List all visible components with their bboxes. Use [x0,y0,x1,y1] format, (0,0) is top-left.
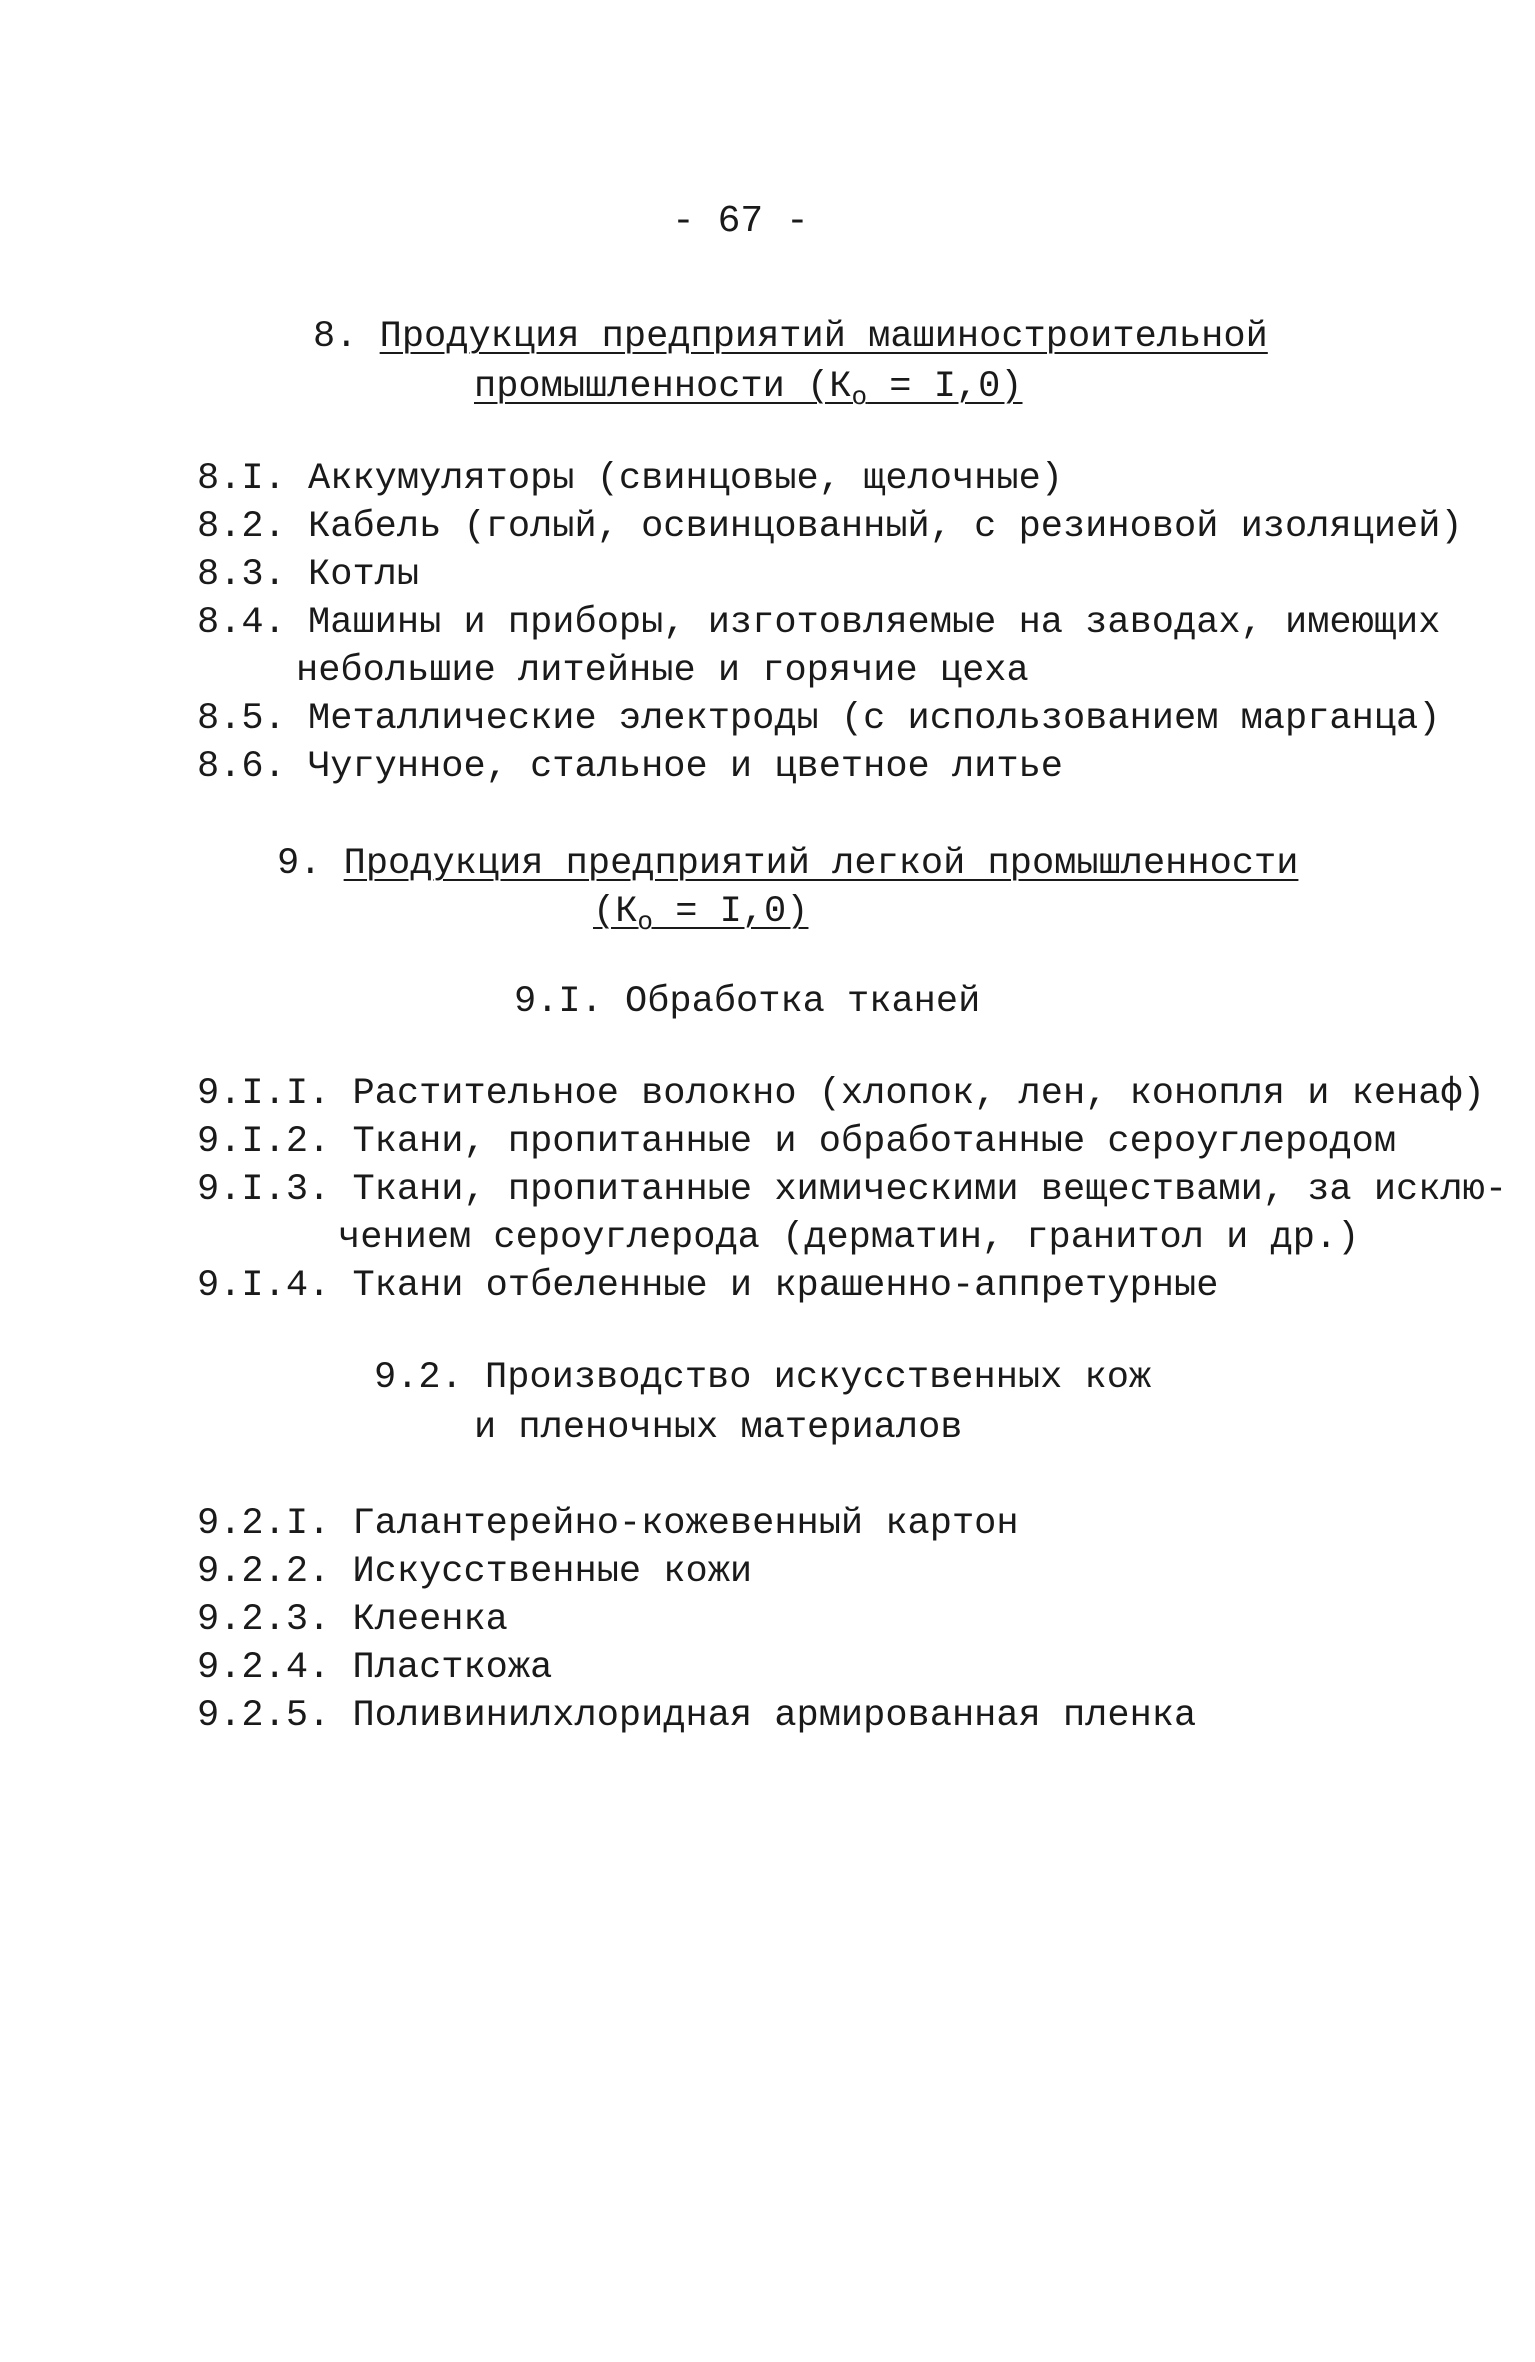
item-text: Ткани отбеленные и крашенно-аппретурные [352,1265,1219,1307]
item-text: Растительное волокно (хлопок, лен, конопля и кенаф) [352,1073,1485,1115]
list-item [197,1596,508,1644]
section-9-heading-line2 [593,888,808,946]
subsection-9-2-title-line2: и пленочных материалов [474,1407,963,1449]
item-text: Аккумуляторы (свинцовые, щелочные) [308,458,1063,500]
list-item [197,695,1440,743]
item-text: Ткани, пропитанные химическими веществами, за исклю- [352,1169,1508,1211]
item-number: 9.2.I. [197,1503,331,1545]
section-8-title-subscript: о [851,382,868,412]
item-text: Клеенка [352,1599,508,1641]
list-item [197,599,1440,647]
item-text: Котлы [308,554,420,596]
list-item [197,1500,1019,1548]
section-9-title-suffix: = I,0) [653,891,809,933]
item-text: Ткани, пропитанные и обработанные сероуглеродом [352,1121,1397,1163]
item-text: Галантерейно-кожевенный картон [352,1503,1019,1545]
item-number: 8.5. [197,698,286,740]
item-text: Машины и приборы, изготовляемые на заводах, имеющих [308,602,1441,644]
list-item [197,1118,1396,1166]
item-number: 9.I.2. [197,1121,331,1163]
page-number: - 67 - [672,200,809,243]
item-text: Искусственные кожи [352,1551,753,1593]
item-number: 8.2. [197,506,286,548]
item-number: 8.I. [197,458,286,500]
item-number: 8.6. [197,746,286,788]
subsection-9-1-title: 9.I. Обработка тканей [514,981,981,1023]
list-item [197,1070,1485,1118]
item-number: 9.2.3. [197,1599,331,1641]
item-text: Чугунное, стальное и цветное литье [308,746,1063,788]
item-text: Поливинилхлоридная армированная пленка [352,1695,1197,1737]
item-number: 8.4. [197,602,286,644]
list-item [197,1548,752,1596]
item-text: Металлические электроды (с использованием марганца) [308,698,1441,740]
list-item-continuation: небольшие литейные и горячие цеха [296,650,1029,692]
list-item [197,551,419,599]
section-8-title-prefix: промышленности (К [474,366,852,408]
list-item [197,1262,1218,1310]
list-item [197,1692,1196,1740]
section-8-title-line1: Продукция предприятий машиностроительной [379,316,1268,358]
item-number: 9.I.I. [197,1073,331,1115]
item-number: 9.2.5. [197,1695,331,1737]
item-text: Кабель (голый, освинцованный, с резиновой изоляцией) [308,506,1463,548]
list-item [197,743,1063,791]
section-8-heading-line2 [474,363,1023,421]
list-item [197,1644,552,1692]
section-9-number: 9. [277,843,322,885]
subsection-9-2-title-line1: 9.2. Производство искусственных кож [374,1357,1152,1399]
item-number: 9.I.4. [197,1265,331,1307]
item-number: 9.I.3. [197,1169,331,1211]
list-item [197,503,1463,551]
list-item [197,1166,1507,1214]
section-9-title-line1: Продукция предприятий легкой промышленности [343,843,1299,885]
section-8-heading-line1 [313,313,1268,361]
list-item-continuation: чением сероуглерода (дерматин, гранитол и др.) [338,1217,1360,1259]
section-8-number: 8. [313,316,358,358]
list-item [197,455,1063,503]
section-9-title-prefix: (К [593,891,638,933]
item-text: Пласткожа [352,1647,553,1689]
item-number: 8.3. [197,554,286,596]
section-8-title-suffix: = I,0) [867,366,1023,408]
section-9-heading-line1 [277,840,1298,888]
item-number: 9.2.4. [197,1647,331,1689]
item-number: 9.2.2. [197,1551,331,1593]
section-9-title-subscript: о [637,907,654,937]
